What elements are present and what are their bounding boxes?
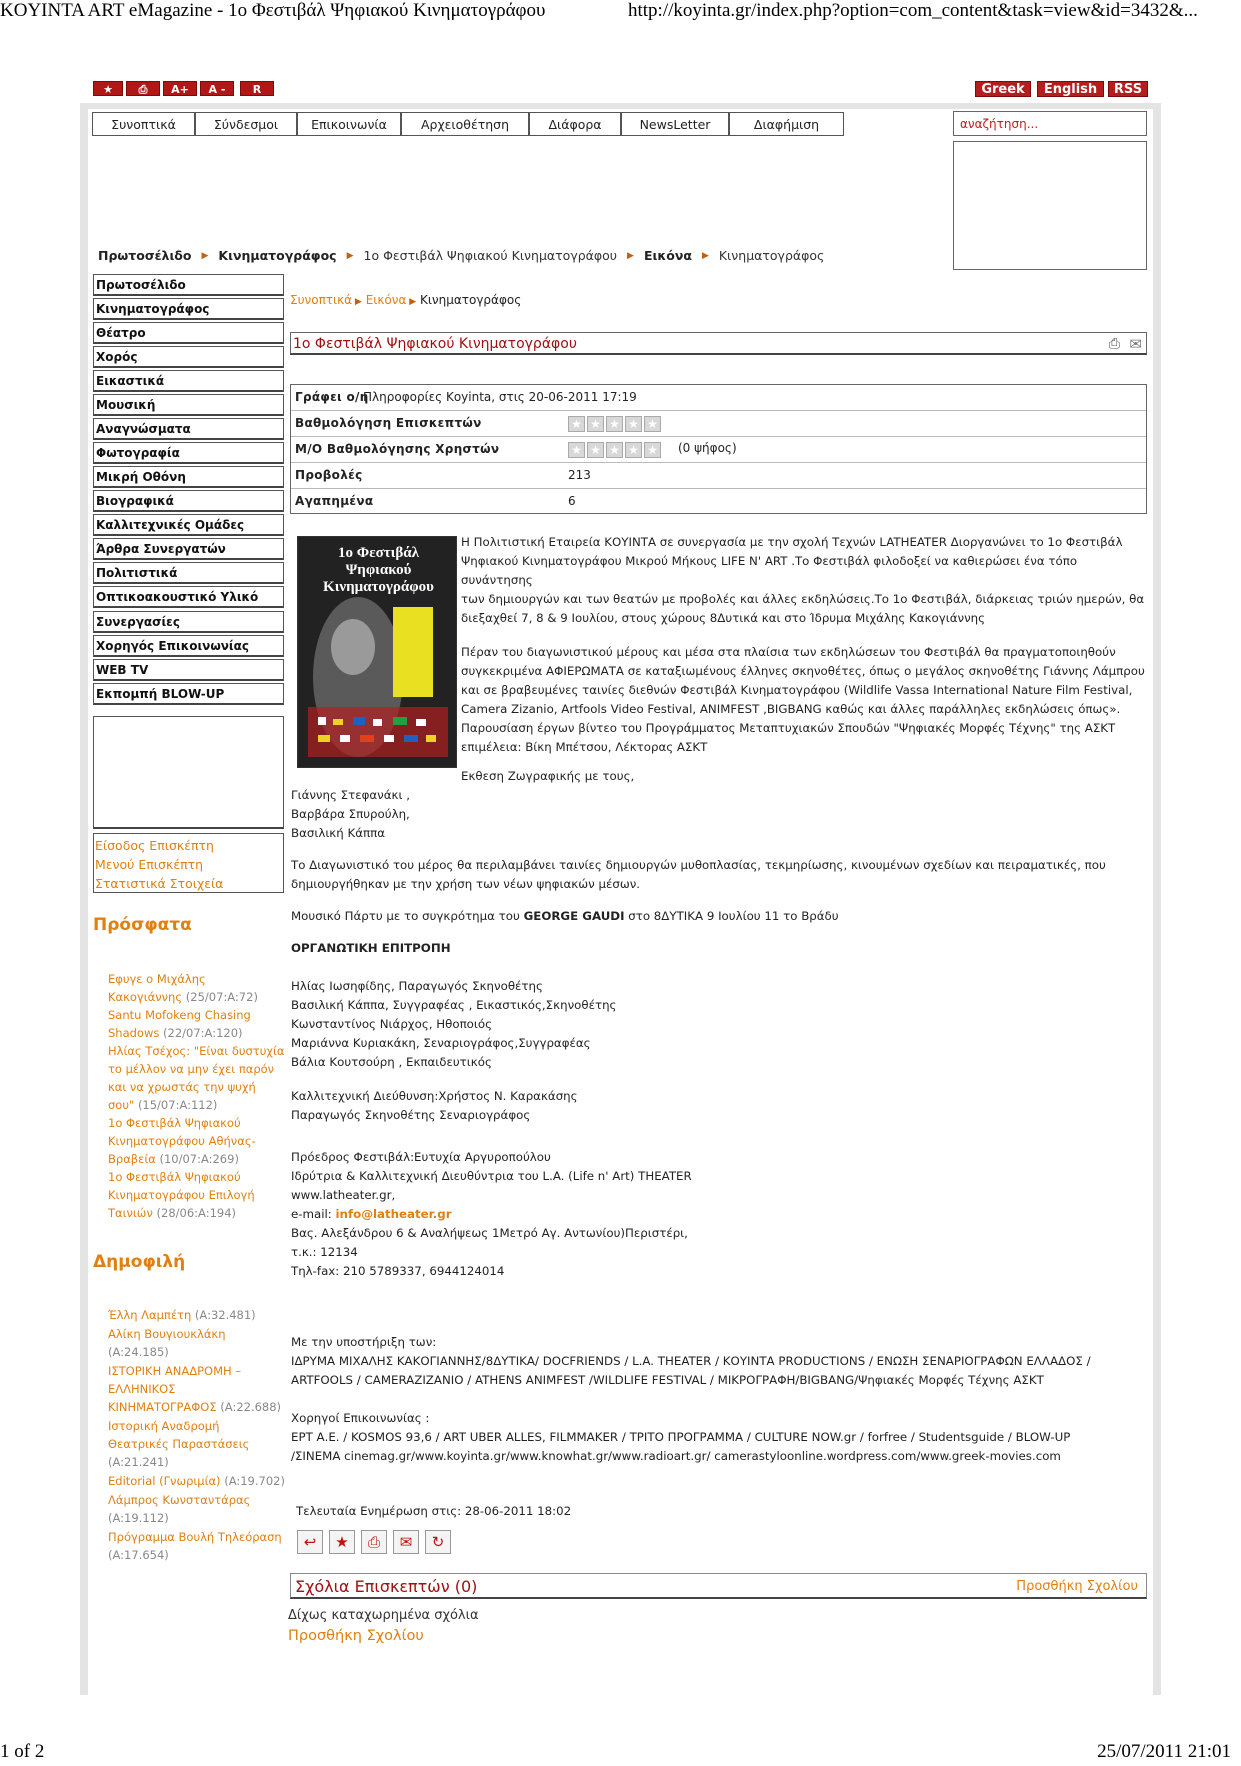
- sidebar-item[interactable]: Πολιτιστικά: [93, 562, 284, 584]
- sidebar-item[interactable]: WEB TV: [93, 659, 284, 681]
- text-line: Παρουσίαση έργων βίντεο του Προγράμματος Μεταπτυχιακών Σπουδών "Ψηφιακές Μορφές Τέχνης" της ΑΣΚΤ: [461, 721, 1116, 735]
- item-title-line[interactable]: και να χρωστάς την ψυχή: [108, 1080, 256, 1094]
- text-line: Πρόεδρος Φεστιβάλ:Ευτυχία Αργυροπούλου: [291, 1150, 551, 1164]
- star-icon: ★: [568, 442, 585, 458]
- rating-users-label: Μ/Ο Βαθμολόγησης Χρηστών: [295, 442, 500, 456]
- item-meta: (A:17.654): [108, 1548, 169, 1562]
- sidebar-item[interactable]: Οπτικοακουστικό Υλικό: [93, 586, 284, 608]
- text-line: και σε βραβευμένες ταινίες διεθνών Φεστιβάλ Κινηματογράφου (Wildlife Vassa International Nature Film Festival,: [461, 683, 1133, 697]
- rating-stars-avg: [568, 442, 661, 458]
- item-title-line[interactable]: Editorial (Γνωριμία) (A:19.702): [108, 1474, 285, 1488]
- text-line: /ΣΙΝΕΜΑ cinemag.gr/www.koyinta.gr/www.knowhat.gr/www.radioart.gr/ camerastyloonline.wordpress.com/www.greek-movies.com: [291, 1449, 1061, 1463]
- item-title-line[interactable]: Κινηματογράφου Επιλογή: [108, 1188, 255, 1202]
- breadcrumb-link[interactable]: Κινηματογράφος: [218, 248, 337, 263]
- sidebar-item[interactable]: Κινηματογράφος: [93, 298, 284, 320]
- committee-heading: ΟΡΓΑΝΩΤΙΚΗ ΕΠΙΤΡΟΠΗ: [291, 941, 451, 955]
- popular-item[interactable]: [108, 1362, 286, 1416]
- text-line: Καλλιτεχνική Διεύθυνση:Χρήστος Ν. Καρακάσης: [291, 1089, 578, 1103]
- sidebar-item[interactable]: Εικαστικά: [93, 370, 284, 392]
- views-label: Προβολές: [295, 468, 363, 482]
- popular-item[interactable]: [108, 1491, 286, 1527]
- print-title: KOYINTA ART eMagazine - 1ο Φεστιβάλ Ψηφιακού Κινηματογράφου: [0, 0, 546, 21]
- text-line: Τηλ-fax: 210 5789337, 6944124014: [291, 1264, 505, 1278]
- email-link[interactable]: info@latheater.gr: [335, 1207, 452, 1221]
- star-icon[interactable]: ★: [93, 81, 123, 96]
- sidebar-item[interactable]: Μικρή Οθόνη: [93, 466, 284, 488]
- recent-item[interactable]: [108, 1168, 286, 1222]
- email-icon[interactable]: ✉: [1129, 335, 1142, 353]
- item-meta: (A:22.688): [220, 1400, 282, 1414]
- sidebar-item[interactable]: Καλλιτεχνικές Ομάδες: [93, 514, 284, 536]
- lang-english-button[interactable]: English: [1037, 81, 1104, 97]
- font-increase-button[interactable]: A+: [163, 81, 197, 96]
- sidebar-item[interactable]: Εκπομπή BLOW-UP: [93, 683, 284, 705]
- breadcrumb-link[interactable]: Εικόνα: [643, 248, 692, 263]
- text-line: δημιουργήθηκαν με την χρήση των νέων ψηφιακών μέσων.: [291, 877, 641, 891]
- text-line: διεξαχθεί 7, 8 & 9 Ιουλίου, στους χώρους 8Δυτικά και στο Ίδρυμα Μιχάλης Κακογιάννης: [461, 611, 986, 625]
- art-direction: [291, 1087, 578, 1125]
- item-meta: (25/07:A:72): [185, 990, 258, 1004]
- text-line: ΕΡΤ Α.Ε. / KOSMOS 93,6 / ART UBER ALLES, FILMMAKER / ΤΡΙΤΟ ΠΡΟΓΡΑΜΜΑ / CULTURE NOW.gr / forfree / Studentsguide / BLOW-UP: [291, 1430, 1071, 1444]
- text-line: Γιάννης Στεφανάκι ,: [291, 788, 410, 802]
- print-page-number: 1 of 2: [0, 1741, 45, 1762]
- votes-count: (0 ψήφος): [678, 441, 737, 455]
- article-actions: [297, 1530, 451, 1554]
- nav-item[interactable]: Αρχειοθέτηση: [402, 113, 530, 135]
- breadcrumb: [98, 248, 824, 263]
- visitor-login-link[interactable]: Είσοδος Επισκέπτη: [95, 838, 214, 853]
- star-icon: ★: [606, 442, 623, 458]
- article-title-text: 1ο Φεστιβάλ Ψηφιακού Κινηματογράφου: [293, 336, 577, 352]
- text-line: Βασιλική Κάππα, Συγγραφέας , Εικαστικός,Σκηνοθέτης: [291, 998, 617, 1012]
- print-icon[interactable]: ⎙: [361, 1530, 387, 1554]
- path-current: Κινηματογράφος: [419, 293, 522, 307]
- sidebar-item[interactable]: Χορός: [93, 346, 284, 368]
- recent-item[interactable]: [108, 1042, 286, 1114]
- author-value: Πληροφορίες Κoyinta, στις 20-06-2011 17:19: [363, 390, 637, 404]
- item-title-line[interactable]: Santu Mofokeng Chasing: [108, 1008, 251, 1022]
- text-line: Το Διαγωνιστικό του μέρος θα περιλαμβάνει ταινίες δημιουργών μυθοπλασίας, τεκμηρίωσης, κινουμένων σχεδίων και πειραματικές, που: [291, 858, 1106, 872]
- sidebar-item[interactable]: Χορηγός Επικοινωνίας: [93, 635, 284, 657]
- text-line: τ.κ.: 12134: [291, 1245, 358, 1259]
- item-meta: (A:21.241): [108, 1455, 169, 1469]
- text-line: Camera Zizanio, Artfools Video Festival, ANIMFEST ,BIGBANG καθώς και άλλες παράλληλες εκδηλώσεις όπως».: [461, 702, 1121, 716]
- sidebar-item[interactable]: Πρωτοσέλιδο: [93, 274, 284, 296]
- text-line: Βασιλική Κάππα: [291, 826, 385, 840]
- banner-box: [953, 141, 1147, 270]
- popular-item[interactable]: [108, 1306, 286, 1324]
- statistics-link[interactable]: Στατιστικά Στοιχεία: [95, 876, 224, 891]
- path-link[interactable]: Συνοπτικά: [290, 293, 353, 307]
- font-reset-button[interactable]: R: [240, 81, 274, 96]
- item-meta: (A:19.702): [224, 1474, 285, 1488]
- text-line: Μαριάννα Κυριακάκη, Σεναριογράφος,Συγγραφέας: [291, 1036, 591, 1050]
- user-links: [93, 833, 284, 893]
- text-line: Βαρβάρα Σπυρούλη,: [291, 807, 410, 821]
- search-input[interactable]: αναζήτηση...: [953, 111, 1147, 136]
- item-title-line[interactable]: Εφυγε ο Μιχάλης: [108, 972, 206, 986]
- text-line: Ιδρύτρια & Καλλιτεχνική Διευθύντρια του L.A. (Life n' Art) THEATER: [291, 1169, 692, 1183]
- article-meta: [290, 384, 1147, 514]
- sidebar-banner: [93, 716, 284, 829]
- text-part: στο 8ΔΥΤΙΚΑ 9 Ιουλίου 11 το Βράδυ: [624, 909, 839, 923]
- item-title-line[interactable]: 1ο Φεστιβάλ Ψηφιακού: [108, 1116, 241, 1130]
- item-title-line[interactable]: Πρόγραμμα Βουλή Τηλεόραση: [108, 1530, 282, 1544]
- star-icon[interactable]: ★: [606, 416, 623, 432]
- arrow-icon: ▶: [352, 297, 362, 307]
- lang-greek-button[interactable]: Greek: [975, 81, 1031, 97]
- recent-item[interactable]: [108, 1114, 286, 1168]
- nav-item[interactable]: Σύνδεσμοι: [196, 113, 298, 135]
- support-heading: Με την υποστήριξη των:: [291, 1335, 437, 1349]
- arrow-icon: ▶: [201, 250, 209, 261]
- main-nav: [92, 112, 844, 136]
- breadcrumb-current: Κινηματογράφος: [718, 248, 825, 263]
- item-title-line[interactable]: Λάμπρος Κωνσταντάρας: [108, 1493, 251, 1507]
- item-title-line[interactable]: το μέλλον να μην έχει παρόν: [108, 1062, 275, 1076]
- item-title-line[interactable]: Βραβεία (10/07:A:269): [108, 1152, 239, 1166]
- text-line: ΙΔΡΥΜΑ ΜΙΧΑΛΗΣ ΚΑΚΟΓΙΑΝΝΗΣ/8ΔΥΤΙΚΑ/ DOCFRIENDS / L.A. THEATER / ΚΟΥΙΝΤΑ PRODUCTIONS / ΕΝΩΣΗ ΣΕΝΑΡΙΟΓΡΑΦΩΝ ΕΛΛΑΔΟΣ /: [291, 1354, 1091, 1368]
- support-block: [291, 1333, 1146, 1390]
- nav-item[interactable]: NewsLetter: [622, 113, 730, 135]
- sidebar-item[interactable]: Φωτογραφία: [93, 442, 284, 464]
- favorites-count: 6: [568, 494, 576, 508]
- item-title-line[interactable]: Θεατρικές Παραστάσεις: [108, 1437, 250, 1451]
- item-meta: (15/07:A:112): [137, 1098, 218, 1112]
- item-title-line[interactable]: ΙΣΤΟΡΙΚΗ ΑΝΑΔΡΟΜΗ –: [108, 1364, 242, 1378]
- nav-item[interactable]: Διάφορα: [530, 113, 622, 135]
- star-icon[interactable]: ★: [625, 416, 642, 432]
- breadcrumb-link[interactable]: Πρωτοσέλιδο: [98, 248, 192, 263]
- arrow-icon: ▶: [701, 250, 709, 261]
- sidebar-item[interactable]: Συνεργασίες: [93, 611, 284, 633]
- star-icon[interactable]: ★: [568, 416, 585, 432]
- painters-list: [291, 786, 410, 843]
- item-title-line[interactable]: Ηλίας Τσέχος: "Είναι δυστυχία: [108, 1044, 285, 1058]
- print-url: http://koyinta.gr/index.php?option=com_content&task=view&id=3432&...: [628, 0, 1198, 21]
- popular-item[interactable]: [108, 1528, 286, 1564]
- favorites-label: Αγαπημένα: [295, 494, 374, 508]
- poster-title: 1ο Φεστιβάλ Ψηφιακού Κινηματογράφου: [323, 545, 434, 595]
- popular-item[interactable]: [108, 1417, 286, 1471]
- rating-stars[interactable]: [568, 416, 661, 432]
- text-line: Παραγωγός Σκηνοθέτης Σεναριογράφος: [291, 1108, 531, 1122]
- article-paragraph-1: [461, 533, 1151, 628]
- arrow-icon: ▶: [627, 250, 634, 261]
- text-line: Βάλια Κουτσούρη , Εκπαιδευτικός: [291, 1055, 492, 1069]
- print-date: 25/07/2011 21:01: [1097, 1741, 1231, 1762]
- article-paragraph-2: [461, 643, 1151, 757]
- committee-list: [291, 977, 616, 1072]
- sidebar-item[interactable]: Άρθρα Συνεργατών: [93, 538, 284, 560]
- popular-item[interactable]: [108, 1325, 286, 1361]
- email-label: e-mail:: [291, 1207, 336, 1221]
- item-title-line[interactable]: Κακογιάννης (25/07:A:72): [108, 990, 258, 1004]
- item-meta: (28/06:A:194): [156, 1206, 237, 1220]
- visitor-menu-link[interactable]: Μενού Επισκέπτη: [95, 857, 204, 872]
- item-title-line[interactable]: Έλλη Λαμπέτη (A:32.481): [108, 1308, 256, 1322]
- text-line: ARTFOOLS / CAMERAZIZANIO / ATHENS ANIMFEST /WILDLIFE FESTIVAL / ΜΙΚΡΟΓΡΑΦΗ/BIGBANG/Ψηφιακές Μορφές Τέχνης ΑΣΚΤ: [291, 1373, 1044, 1387]
- item-title-line[interactable]: Ιστορική Αναδρομή: [108, 1419, 220, 1433]
- arrow-icon: ▶: [406, 297, 417, 307]
- font-decrease-button[interactable]: A -: [200, 81, 234, 96]
- item-meta: (A:32.481): [194, 1308, 256, 1322]
- rating-visitors-label: Βαθμολόγηση Επισκεπτών: [295, 416, 482, 430]
- favorite-icon[interactable]: ★: [329, 1530, 355, 1554]
- band-name: GEORGE GAUDI: [523, 909, 625, 923]
- reload-icon[interactable]: ↻: [425, 1530, 451, 1554]
- item-title-line[interactable]: Κινηματογράφου Αθήνας-: [108, 1134, 256, 1148]
- print-icon[interactable]: ⎙: [126, 81, 160, 96]
- text-part: Μουσικό Πάρτυ με το συγκρότημα του: [291, 909, 524, 923]
- sidebar-item[interactable]: Μουσική: [93, 394, 284, 416]
- festival-poster-image: [297, 536, 457, 768]
- arrow-icon: ▶: [346, 250, 354, 261]
- article-paragraph-3: [291, 856, 1146, 894]
- sponsors-block: [291, 1409, 1146, 1466]
- nav-item[interactable]: Επικοινωνία: [298, 113, 402, 135]
- path-link[interactable]: Εικόνα: [365, 293, 407, 307]
- email-icon[interactable]: ✉: [393, 1530, 419, 1554]
- recent-heading: Πρόσφατα: [93, 915, 192, 935]
- item-meta: (22/07:A:120): [163, 1026, 243, 1040]
- exhibition-line: Εκθεση Ζωγραφικής με τους,: [461, 769, 635, 783]
- text-line: Ψηφιακού Κινηματογράφου Μικρού Μήκους LIFE N' ART .Το Φεστιβάλ φιλοδοξεί να καθιερώσει ένα τόπο συνάντησης: [461, 554, 1078, 587]
- sidebar-item[interactable]: Θέατρο: [93, 322, 284, 344]
- add-comment-link[interactable]: Προσθήκη Σχολίου: [288, 1628, 424, 1644]
- text-line: Ηλίας Ιωσηφίδης, Παραγωγός Σκηνοθέτης: [291, 979, 543, 993]
- last-updated: Τελευταία Ενημέρωση στις: 28-06-2011 18:02: [296, 1504, 572, 1518]
- print-icon[interactable]: ⎙: [1108, 336, 1120, 352]
- text-line: των δημιουργών και των θεατών με προβολές και άλλες εκδηλώσεις.Το 1ο Φεστιβάλ, διάρκειας τριών ημερών, θα: [461, 592, 1145, 606]
- article-title: [290, 332, 1147, 355]
- sidebar-item[interactable]: Αναγνώσματα: [93, 418, 284, 440]
- text-line: Βας. Αλεξάνδρου 6 & Αναλήψεως 1Μετρό Αγ. Αντωνίου)Περιστέρι,: [291, 1226, 688, 1240]
- text-line: Κωνσταντίνος Νιάρχος, Ηθοποιός: [291, 1017, 493, 1031]
- text-line: www.latheater.gr,: [291, 1188, 396, 1202]
- text-line: συγκεκριμένα ΑΦΙΕΡΩΜΑΤΑ σε καταξιωμένους έλληνες σκηνοθέτες, όπως ο μεγάλος σκηνοθέτης Γιάννης Λάμπρου: [461, 664, 1145, 678]
- text-line: Η Πολιτιστική Εταιρεία ΚΟΥΙΝΤΑ σε συνεργασία με την σχολή Τεχνών LATHEATER Διοργανώνει το 1ο Φεστιβάλ: [461, 535, 1123, 549]
- comments-title: Σχόλια Επισκεπτών (0): [295, 1577, 478, 1596]
- recent-item[interactable]: [108, 1006, 286, 1042]
- item-meta: (10/07:A:269): [159, 1152, 239, 1166]
- nav-item[interactable]: Διαφήμιση: [753, 116, 820, 132]
- star-icon: ★: [587, 442, 604, 458]
- author-label: Γράφει ο/η: [295, 390, 369, 404]
- back-icon[interactable]: ↩: [297, 1530, 323, 1554]
- sidebar-item[interactable]: Βιογραφικά: [93, 490, 284, 512]
- text-line: Πέραν του διαγωνιστικού μέρους και μέσα στα πλαίσια των εκδηλώσεων του Φεστιβάλ θα πραγματοποιηθούν: [461, 645, 1116, 659]
- nav-item[interactable]: Συνοπτικά: [93, 113, 196, 135]
- star-icon[interactable]: ★: [587, 416, 604, 432]
- text-line: επιμέλεια: Βίκη Μπέτσου, Λέκτορας ΑΣΚΤ: [461, 740, 708, 754]
- item-title-line[interactable]: Ταινιών (28/06:A:194): [108, 1206, 237, 1220]
- comments-bar: [290, 1573, 1147, 1599]
- star-icon: ★: [625, 442, 642, 458]
- item-meta: (A:19.112): [108, 1511, 169, 1525]
- item-title-line[interactable]: ΚΙΝΗΜΑΤΟΓΡΑΦΟΣ (A:22.688): [108, 1400, 282, 1414]
- no-comments-text: Δίχως καταχωρημένα σχόλια: [288, 1608, 479, 1623]
- sponsors-heading: Χορηγοί Επικοινωνίας :: [291, 1411, 430, 1425]
- item-title-line[interactable]: σου" (15/07:A:112): [108, 1098, 218, 1112]
- popular-heading: Δημοφιλή: [93, 1252, 186, 1272]
- star-icon: ★: [644, 442, 661, 458]
- star-icon[interactable]: ★: [644, 416, 661, 432]
- rss-button[interactable]: RSS: [1108, 81, 1148, 97]
- music-party-line: [291, 907, 839, 926]
- item-title-line[interactable]: Αλίκη Βουγιουκλάκη: [108, 1327, 226, 1341]
- popular-item[interactable]: [108, 1472, 286, 1490]
- recent-item[interactable]: [108, 970, 286, 1006]
- item-title-line[interactable]: Shadows (22/07:A:120): [108, 1026, 243, 1040]
- views-count: 213: [568, 468, 591, 482]
- breadcrumb-link[interactable]: 1ο Φεστιβάλ Ψηφιακού Κινηματογράφου: [363, 248, 618, 263]
- add-comment-link[interactable]: Προσθήκη Σχολίου: [1016, 1579, 1138, 1594]
- item-meta: (A:24.185): [108, 1345, 169, 1359]
- item-title-line[interactable]: ΕΛΛΗΝΙΚΟΣ: [108, 1382, 176, 1396]
- item-title-line[interactable]: 1ο Φεστιβάλ Ψηφιακού: [108, 1170, 241, 1184]
- content-path: [290, 293, 521, 307]
- contact-block: [291, 1148, 692, 1281]
